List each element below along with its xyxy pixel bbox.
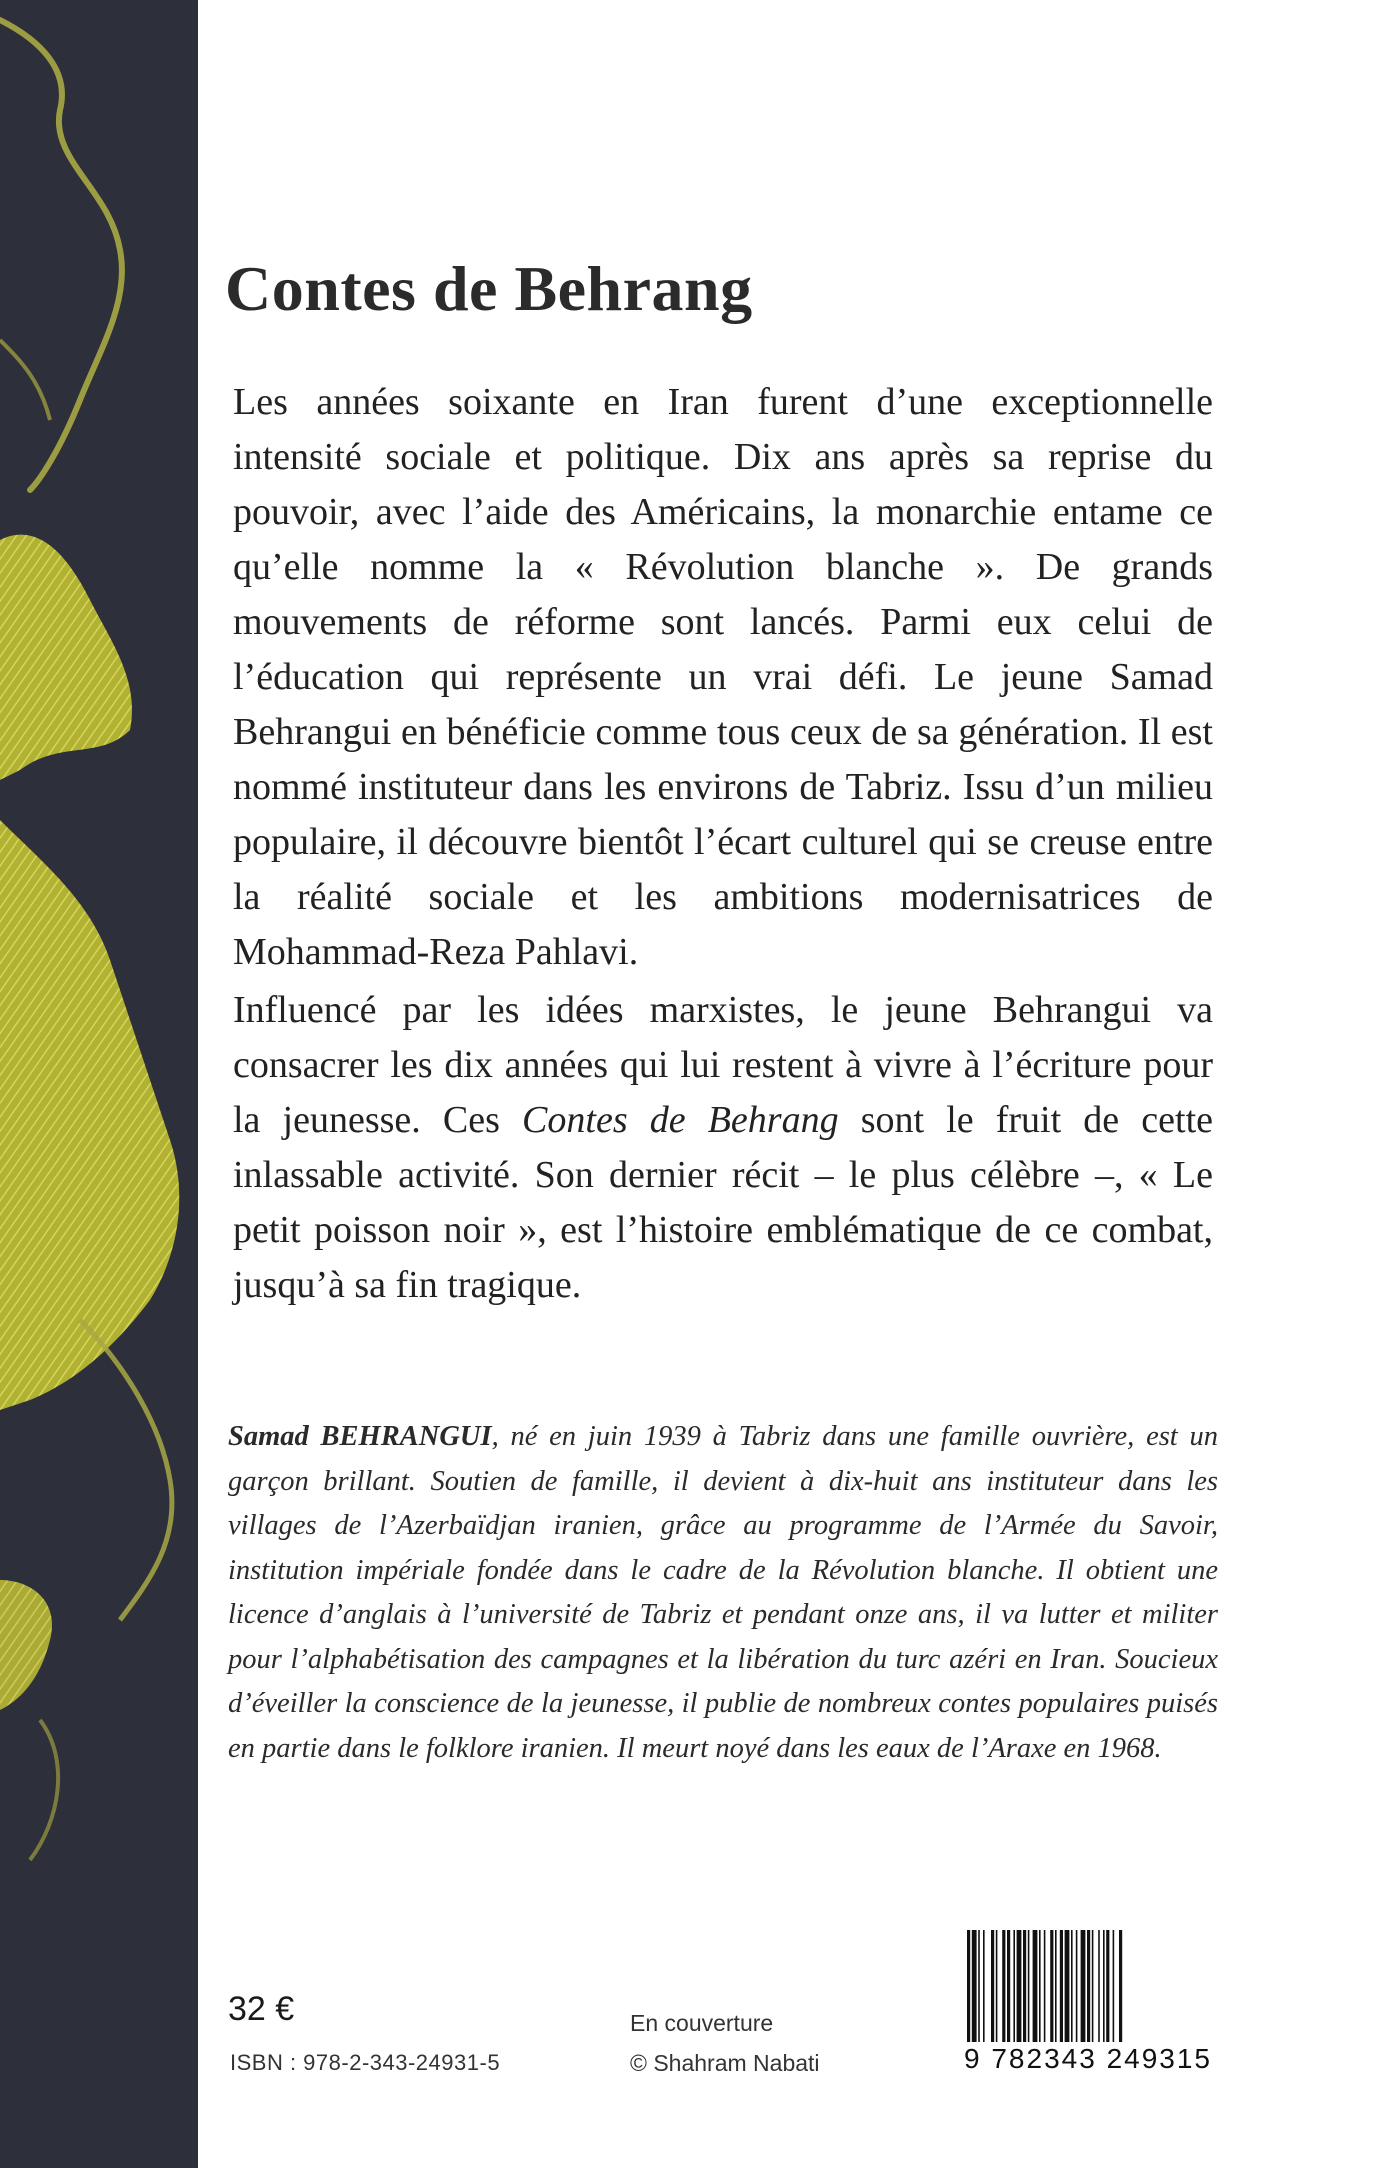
author-biography-text: , né en juin 1939 à Tabriz dans une famille ouvrière, est un garçon brillant. Soutien de famille, il devient à dix-huit ans instituteur dans les villages de l’Azerbaïdjan iranien, grâce au programme de l’Armée du Savoir, institution impériale fondée dans le cadre de la Révolution blanche. Il obtient une licence d’anglais à l’université de Tabriz et pendant onze ans, il va lutter et militer pour l’alphabétisation des campagnes et la libération du turc azéri en Iran. Soucieux d’éveiller la conscience de la jeunesse, il publie de nombreux contes populaires puisés en partie dans le folklore iranien. Il meurt noyé dans les eaux de l’Araxe en 1968. <box>228 1421 1218 1764</box>
barcode <box>963 1930 1213 2080</box>
summary-paragraph-2-end: sont le fruit de cette inlassable activité. Son dernier récit – le plus célèbre –, « Le petit poisson noir », est l’histoire emblématique de ce combat, jusqu’à sa fin tragique. <box>233 1099 1214 1306</box>
chalk-drawing-image <box>0 0 198 2168</box>
barcode-digits: 9 782343 249315 <box>964 2043 1212 2074</box>
cover-artwork-panel <box>0 0 198 2168</box>
price: 32 € <box>228 1990 295 2028</box>
summary-paragraph-2 <box>233 983 1213 1313</box>
summary-paragraph-2-start: Influencé par les idées marxistes, le jeune Behrangui va consacrer les dix années qui lui restent à vivre à l’écriture pour la jeunesse. Ces <box>233 989 1213 1141</box>
author-name: Samad BEHRANGUI <box>228 1421 492 1452</box>
barcode-image <box>963 1930 1213 2042</box>
book-title: Contes de Behrang <box>225 253 753 324</box>
cover-credit-name: © Shahram Nabati <box>630 2050 820 2076</box>
author-biography <box>228 1415 1218 1771</box>
back-cover-content <box>198 0 1400 2168</box>
isbn: ISBN : 978-2-343-24931-5 <box>230 2050 501 2075</box>
summary-book-title-italic: Contes de Behrang <box>522 1099 839 1141</box>
cover-credit-label: En couverture <box>630 2010 774 2036</box>
summary-paragraph-1: Les années soixante en Iran furent d’une exceptionnelle intensité sociale et politique. Dix ans après sa reprise du pouvoir, avec l’aide des Américains, la monarchie entame ce qu’elle nomme la « Révolution blanche ». De grands mouvements de réforme sont lancés. Parmi eux celui de l’éducation qui représente un vrai défi. Le jeune Samad Behrangui en bénéficie comme tous ceux de sa génération. Il est nommé instituteur dans les environs de Tabriz. Issu d’un milieu populaire, il découvre bientôt l’écart culturel qui se creuse entre la réalité sociale et les ambitions modernisatrices de Mohammad-Reza Pahlavi. <box>233 381 1213 973</box>
